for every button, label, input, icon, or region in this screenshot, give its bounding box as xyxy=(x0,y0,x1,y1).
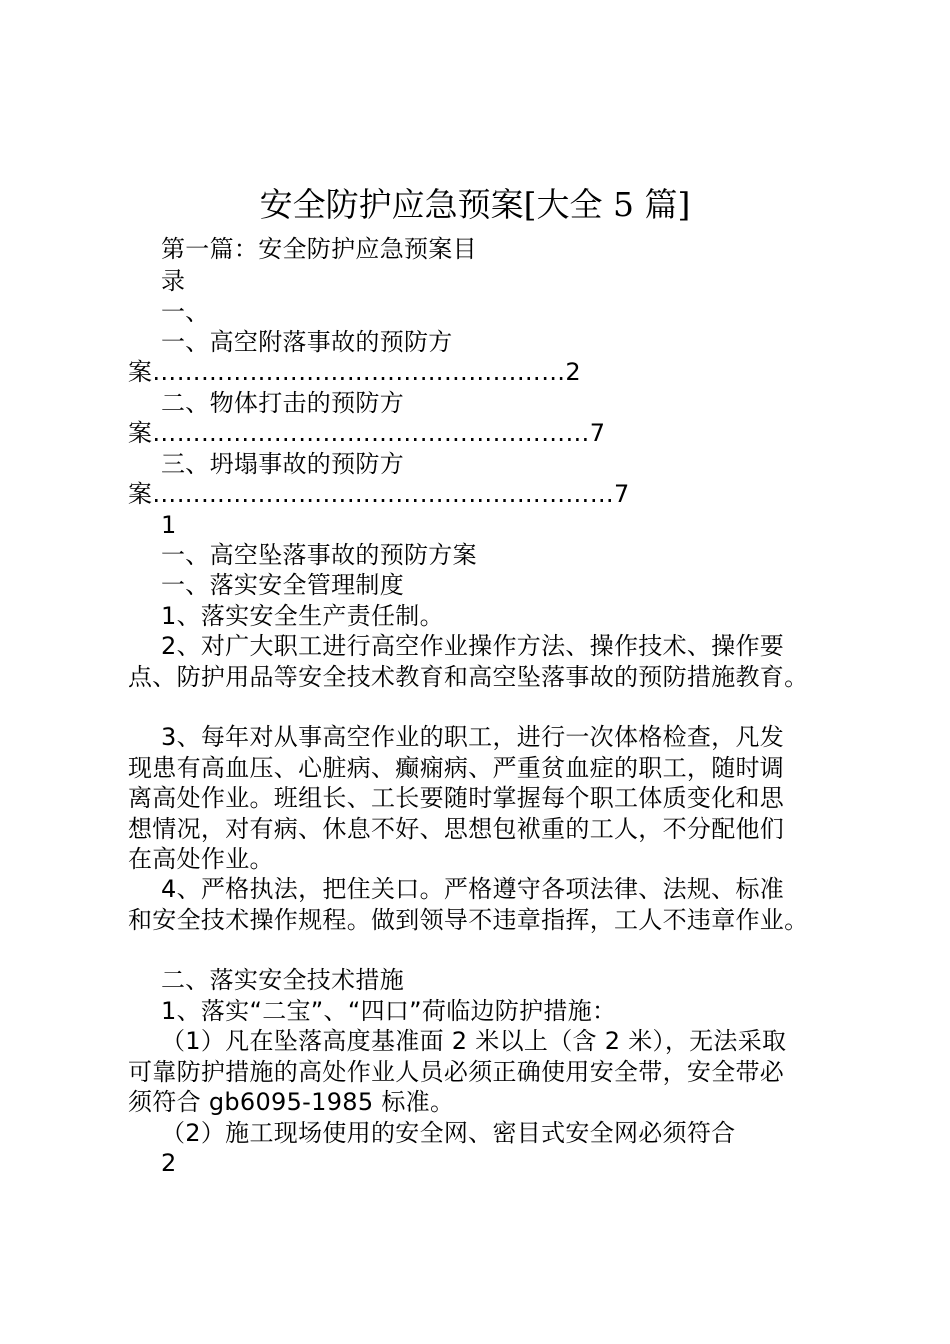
text-line: 1、落实“二宝”、“四口”荷临边防护措施： xyxy=(161,997,617,1025)
toc-entry-title: 一、高空附落事故的预防方 xyxy=(161,328,453,356)
toc-entry-leader: 案………………………………………………7 xyxy=(128,419,606,447)
text-line: 3、每年对从事高空作业的职工，进行一次体格检查，凡发 xyxy=(161,723,785,751)
toc-entry-leader: 案…………………………………………………7 xyxy=(128,480,630,508)
document-title: 安全防护应急预案[大全 5 篇] xyxy=(259,185,691,224)
text-line: 4、严格执法，把住关口。严格遵守各项法律、法规、标准 xyxy=(161,875,785,903)
text-line: 须符合 gb6095-1985 标准。 xyxy=(128,1088,455,1116)
toc-entry-title: 二、物体打击的预防方 xyxy=(161,389,404,417)
toc-entry-leader: 案……………………………………………2 xyxy=(128,358,581,386)
toc-entry-title: 三、坍塌事故的预防方 xyxy=(161,450,404,478)
text-line: 录 xyxy=(161,267,186,295)
text-line: 现患有高血压、心脏病、癫痫病、严重贫血症的职工，随时调 xyxy=(128,754,785,782)
text-line: 和安全技术操作规程。做到领导不违章指挥，工人不违章作业。 xyxy=(128,906,809,934)
page-number: 2 xyxy=(161,1149,177,1177)
text-line: 点、防护用品等安全技术教育和高空坠落事故的预防措施教育。 xyxy=(128,663,809,691)
text-line: 一、 xyxy=(161,298,210,326)
text-line: （2）施工现场使用的安全网、密目式安全网必须符合 xyxy=(161,1119,736,1147)
text-line: 离高处作业。班组长、工长要随时掌握每个职工体质变化和思 xyxy=(128,784,785,812)
text-line: 想情况，对有病、休息不好、思想包袱重的工人，不分配他们 xyxy=(128,815,785,843)
text-line: 第一篇：安全防护应急预案目 xyxy=(161,235,477,263)
section-heading: 一、高空坠落事故的预防方案 xyxy=(161,541,477,569)
section-heading: 二、落实安全技术措施 xyxy=(161,966,404,994)
text-line: 2、对广大职工进行高空作业操作方法、操作技术、操作要 xyxy=(161,632,785,660)
page-number: 1 xyxy=(161,511,177,539)
text-line: 1、落实安全生产责任制。 xyxy=(161,602,444,630)
section-heading: 一、落实安全管理制度 xyxy=(161,571,404,599)
text-line: （1）凡在坠落高度基准面 2 米以上（含 2 米），无法采取 xyxy=(161,1027,787,1055)
text-line: 可靠防护措施的高处作业人员必须正确使用安全带，安全带必 xyxy=(128,1058,785,1086)
text-line: 在高处作业。 xyxy=(128,845,274,873)
